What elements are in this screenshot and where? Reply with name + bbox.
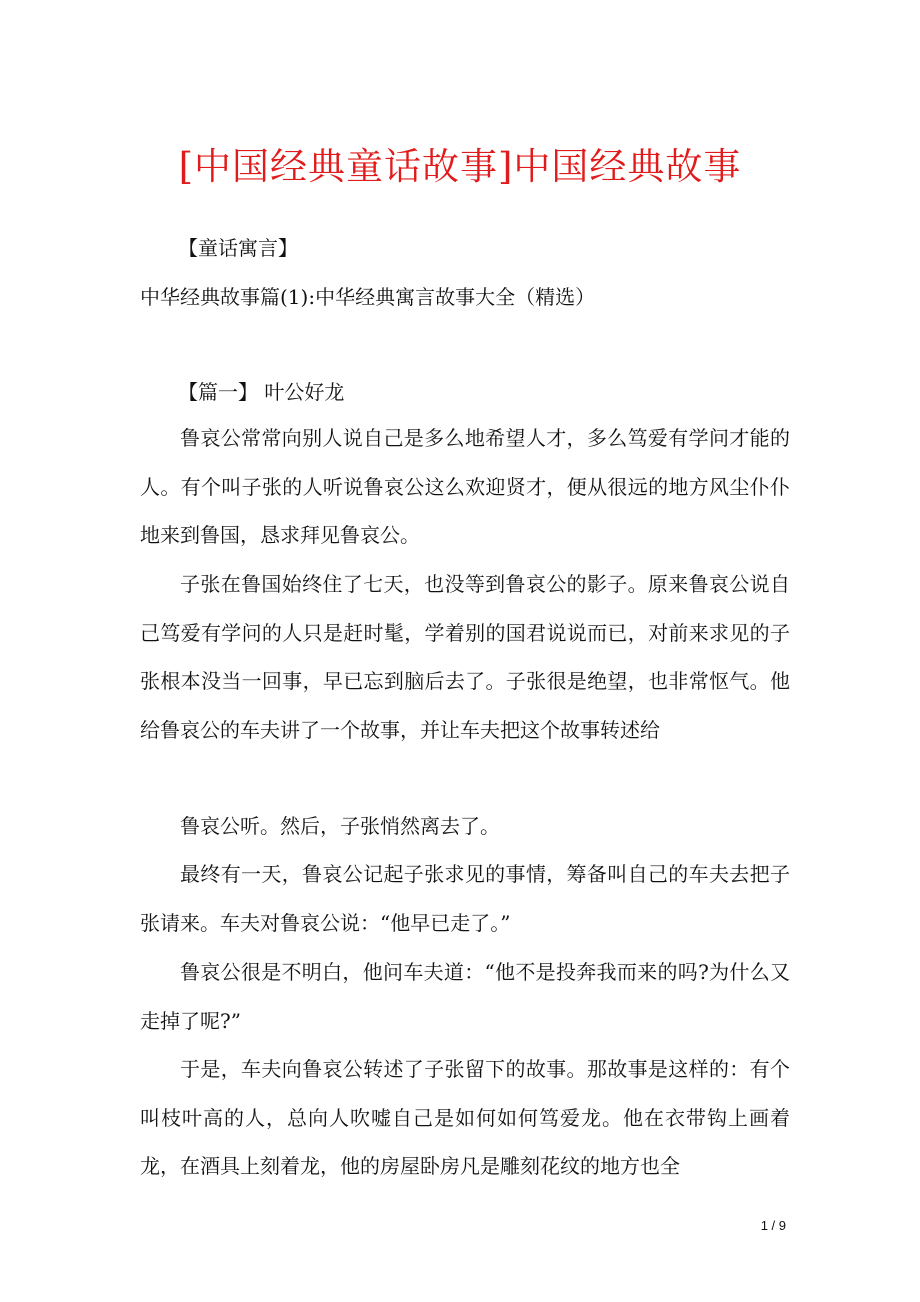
section-heading: 【篇一】 叶公好龙 <box>178 380 345 404</box>
article-subtitle: 中华经典故事篇(1):中华经典寓言故事大全（精选） <box>140 285 596 309</box>
paragraph-3: 鲁哀公听。然后，子张悄然离去了。 <box>180 814 500 838</box>
paragraph-5: 鲁哀公很是不明白，他问车夫道：“他不是投奔我而来的吗?为什么又走掉了呢?” <box>140 960 790 1033</box>
paragraph-2: 子张在鲁国始终住了七天，也没等到鲁哀公的影子。原来鲁哀公说自己笃爱有学问的人只是赶时髦，学着别的国君说说而已，对前来求见的子张根本没当一回事，早已忘到脑后去了。子张很是绝望，也非常怄气。他给鲁哀公的车夫讲了一个故事，并让车夫把这个故事转述给 <box>140 572 790 742</box>
paragraph-4: 最终有一天，鲁哀公记起子张求见的事情，筹备叫自己的车夫去把子张请来。车夫对鲁哀公说：“他早已走了。” <box>140 862 790 935</box>
document-title: [中国经典童话故事]中国经典故事 <box>178 145 742 188</box>
paragraph-1: 鲁哀公常常向别人说自己是多么地希望人才，多么笃爱有学问才能的人。有个叫子张的人听说鲁哀公这么欢迎贤才，便从很远的地方风尘仆仆地来到鲁国，恳求拜见鲁哀公。 <box>140 426 790 547</box>
paragraph-6: 于是，车夫向鲁哀公转述了子张留下的故事。那故事是这样的：有个叫枝叶高的人，总向人吹嘘自己是如何如何笃爱龙。他在衣带钩上画着龙，在酒具上刻着龙，他的房屋卧房凡是雕刻花纹的地方也全 <box>140 1057 790 1178</box>
page-number: 1 / 9 <box>760 1218 786 1233</box>
category-label: 【童话寓言】 <box>178 236 298 260</box>
